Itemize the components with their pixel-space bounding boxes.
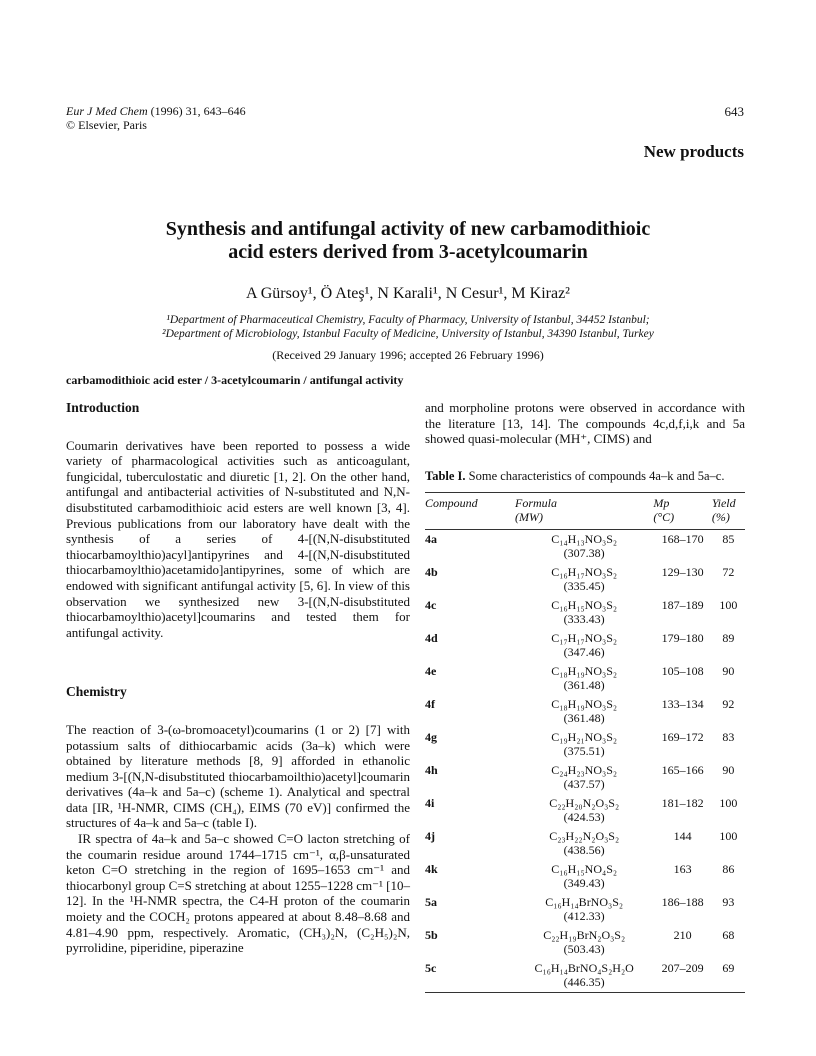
molecular-weight: (375.51) bbox=[563, 743, 605, 758]
cell-yield: 83 bbox=[722, 730, 735, 745]
cell-formula bbox=[515, 728, 653, 761]
right-column-paragraph: and morpholine protons were observed in accordance with the literature [13, 14]. The compounds 4c,d,f,i,k and 5a showed quasi-molecular (MH⁺, CIMS) and bbox=[425, 400, 745, 447]
molecular-weight: (437.57) bbox=[563, 776, 605, 791]
cell-mp: 144 bbox=[673, 829, 692, 844]
affiliation-2: ²Department of Microbiology, Istanbul Faculty of Medicine, University of Istanbul, 34390 Istanbul, Turkey bbox=[162, 328, 654, 340]
cell-compound: 4i bbox=[425, 796, 435, 811]
cell-compound: 4b bbox=[425, 565, 438, 580]
header-mp-sub: (°C) bbox=[653, 510, 675, 525]
cell-yield: 100 bbox=[719, 598, 738, 613]
chemistry-paragraph-2: IR spectra of 4a–k and 5a–c showed C=O lacton stretching of the coumarin residue around 1744–1715 cm⁻¹, α,β-unsaturated keton C=O stretching in the region of 1695–1653 cm⁻¹ and thiocarbonyl group C=S stretching at about 1255–1228 cm⁻¹ [10–12]. In the ¹H-NMR spectra, the C4-H proton of the coumarin moiety and the COCH₂ protons appeared at about 8.48–8.68 and 4.81–4.90 ppm, respectively. Aromatic, (CH₃)₂N, (C₂H₅)₂N, pyrrolidine, piperidine, piperazine bbox=[66, 831, 410, 956]
cell-compound: 4a bbox=[425, 532, 437, 547]
cell-mp: 169–172 bbox=[661, 730, 704, 745]
cell-formula bbox=[515, 629, 653, 662]
cell-mp: 163 bbox=[673, 862, 692, 877]
authors: A Gürsoy¹, Ö Ateş¹, N Karali¹, N Cesur¹, M Kiraz² bbox=[246, 285, 570, 302]
table-row bbox=[425, 662, 745, 695]
formula: C₁₈H₁₉NO₃S₂ bbox=[551, 664, 618, 679]
cell-formula bbox=[515, 596, 653, 629]
cell-compound: 5a bbox=[425, 895, 437, 910]
header-formula-label: Formula bbox=[515, 496, 557, 511]
cell-compound: 5b bbox=[425, 928, 438, 943]
cell-mp: 210 bbox=[673, 928, 692, 943]
header-formula bbox=[515, 493, 653, 530]
cell-formula bbox=[515, 695, 653, 728]
table-row bbox=[425, 893, 745, 926]
section-label: New products bbox=[643, 142, 744, 161]
cell-mp: 168–170 bbox=[661, 532, 704, 547]
molecular-weight: (446.35) bbox=[563, 974, 605, 989]
introduction-heading: Introduction bbox=[66, 400, 140, 415]
cell-formula bbox=[515, 662, 653, 695]
title-line-2: acid esters derived from 3-acetylcoumarin bbox=[228, 241, 588, 263]
table-row bbox=[425, 530, 745, 564]
compounds-table bbox=[425, 492, 745, 993]
header-compound: Compound bbox=[425, 496, 478, 511]
table-row bbox=[425, 728, 745, 761]
cell-yield: 72 bbox=[722, 565, 735, 580]
molecular-weight: (503.43) bbox=[563, 941, 605, 956]
cell-compound: 4d bbox=[425, 631, 438, 646]
publisher: © Elsevier, Paris bbox=[66, 118, 147, 132]
table-row bbox=[425, 629, 745, 662]
molecular-weight: (335.45) bbox=[563, 578, 605, 593]
molecular-weight: (361.48) bbox=[563, 677, 605, 692]
molecular-weight: (349.43) bbox=[563, 875, 605, 890]
formula: C₁₆H₁₄BrNO₄S₂H₂O bbox=[534, 961, 634, 976]
header-yield bbox=[712, 493, 745, 530]
table-row bbox=[425, 794, 745, 827]
cell-mp: 186–188 bbox=[661, 895, 704, 910]
cell-mp: 179–180 bbox=[661, 631, 704, 646]
cell-mp: 165–166 bbox=[661, 763, 704, 778]
cell-mp: 105–108 bbox=[661, 664, 704, 679]
formula: C₁₉H₂₁NO₃S₂ bbox=[551, 730, 618, 745]
cell-mp: 181–182 bbox=[661, 796, 704, 811]
molecular-weight: (333.43) bbox=[563, 611, 605, 626]
affiliation-1: ¹Department of Pharmaceutical Chemistry, Faculty of Pharmacy, University of Istanbul, 34452 Istanbul; bbox=[166, 314, 650, 326]
molecular-weight: (412.33) bbox=[563, 908, 605, 923]
formula: C₂₂H₂₀N₂O₃S₂ bbox=[549, 796, 620, 811]
title-line-1: Synthesis and antifungal activity of new carbamodithioic bbox=[165, 218, 651, 240]
table-row bbox=[425, 761, 745, 794]
cell-compound: 4g bbox=[425, 730, 437, 745]
formula: C₁₆H₁₄BrNO₃S₂ bbox=[545, 895, 624, 910]
table-row bbox=[425, 860, 745, 893]
cell-yield: 86 bbox=[722, 862, 735, 877]
cell-yield: 90 bbox=[722, 763, 735, 778]
citation-details: (1996) 31, 643–646 bbox=[150, 104, 246, 118]
formula: C₁₆H₁₅NO₄S₂ bbox=[551, 862, 618, 877]
header-mp-label: Mp bbox=[653, 496, 670, 511]
cell-yield: 93 bbox=[722, 895, 735, 910]
cell-yield: 100 bbox=[719, 829, 738, 844]
left-column bbox=[66, 400, 410, 956]
cell-formula bbox=[515, 959, 653, 993]
formula: C₁₄H₁₃NO₃S₂ bbox=[551, 532, 618, 547]
molecular-weight: (424.53) bbox=[563, 809, 605, 824]
table-header-row bbox=[425, 493, 745, 530]
affiliations bbox=[0, 313, 816, 341]
cell-formula bbox=[515, 794, 653, 827]
cell-yield: 92 bbox=[722, 697, 735, 712]
table-row bbox=[425, 596, 745, 629]
cell-yield: 69 bbox=[722, 961, 735, 976]
table-row bbox=[425, 695, 745, 728]
article-title bbox=[0, 218, 816, 264]
header-formula-sub: (MW) bbox=[515, 510, 543, 525]
cell-compound: 4k bbox=[425, 862, 438, 877]
cell-yield: 100 bbox=[719, 796, 738, 811]
formula: C₁₈H₁₉NO₃S₂ bbox=[551, 697, 618, 712]
table-row bbox=[425, 959, 745, 993]
cell-compound: 4e bbox=[425, 664, 437, 679]
cell-mp: 187–189 bbox=[661, 598, 704, 613]
journal-name: Eur J Med Chem bbox=[66, 104, 148, 118]
cell-compound: 5c bbox=[425, 961, 437, 976]
table-row bbox=[425, 563, 745, 596]
molecular-weight: (307.38) bbox=[563, 545, 605, 560]
header-yield-sub: (%) bbox=[711, 510, 730, 525]
formula: C₂₄H₂₃NO₃S₂ bbox=[551, 763, 618, 778]
cell-yield: 89 bbox=[722, 631, 735, 646]
formula: C₂₂H₁₉BrN₂O₃S₂ bbox=[543, 928, 626, 943]
page-number: 643 bbox=[724, 104, 744, 119]
right-column bbox=[425, 400, 745, 993]
table-row bbox=[425, 926, 745, 959]
molecular-weight: (438.56) bbox=[563, 842, 605, 857]
table-caption bbox=[425, 469, 745, 485]
cell-compound: 4c bbox=[425, 598, 437, 613]
cell-formula bbox=[515, 530, 653, 564]
chemistry-paragraph-1: The reaction of 3-(ω-bromoacetyl)coumarins (1 or 2) [7] with potassium salts of dithiocarbamic acids (3a–k) which were obtained by literature methods [8, 9] afforded in ethanolic medium 3-[(N,N-disubstituted thiocarbamoilthio)acetyl]coumarin derivatives (4a–k and 5a–c) (scheme 1). Analytical and spectral data [IR, ¹H-NMR, CIMS (CH₄), EIMS (70 eV)] confirmed the structures of 4a–k and 5a–c (table I). bbox=[66, 721, 410, 831]
formula: C₁₆H₁₅NO₃S₂ bbox=[551, 598, 618, 613]
cell-compound: 4h bbox=[425, 763, 438, 778]
cell-yield: 85 bbox=[722, 532, 735, 547]
cell-formula bbox=[515, 827, 653, 860]
cell-mp: 207–209 bbox=[661, 961, 704, 976]
cell-yield: 90 bbox=[722, 664, 735, 679]
cell-formula bbox=[515, 563, 653, 596]
table-caption-label: Table I. bbox=[425, 468, 466, 483]
received-dates: (Received 29 January 1996; accepted 26 February 1996) bbox=[272, 348, 544, 362]
header-yield-label: Yield bbox=[711, 496, 736, 511]
cell-mp: 129–130 bbox=[661, 565, 704, 580]
formula: C₁₆H₁₇NO₃S₂ bbox=[551, 565, 618, 580]
header-mp bbox=[653, 493, 712, 530]
chemistry-heading: Chemistry bbox=[66, 684, 127, 700]
keywords: carbamodithioic acid ester / 3-acetylcoumarin / antifungal activity bbox=[66, 373, 404, 387]
molecular-weight: (361.48) bbox=[563, 710, 605, 725]
cell-yield: 68 bbox=[722, 928, 735, 943]
cell-formula bbox=[515, 761, 653, 794]
cell-compound: 4j bbox=[425, 829, 435, 844]
molecular-weight: (347.46) bbox=[563, 644, 605, 659]
journal-citation bbox=[66, 104, 246, 132]
introduction-paragraph: Coumarin derivatives have been reported to possess a wide variety of pharmacological activities such as anticoagulant, fungicidal, tuberculostatic and diuretic [1, 2]. On the other hand, antifungal and antibacterial activities of N-substituted and N,N-disubstituted carbamodithioic acid esters are well known [3, 4]. Previous publications from our laboratory have dealt with the synthesis of a series of 4-[(N,N-disubstituted thiocarbamoylthio)acyl]antipyrines and 4-[(N,N-disubstituted thiocarbamoylthio)acetamido]antipyrines, some of which are endowed with significant antifungal activity [5, 6]. In view of this observation we synthesized new 3-[(N,N-disubstituted thiocarbamoylthio)acetyl]coumarins and tested them for antifungal activity. bbox=[66, 437, 410, 640]
table-caption-text: Some characteristics of compounds 4a–k and 5a–c. bbox=[465, 468, 725, 483]
cell-formula bbox=[515, 860, 653, 893]
cell-mp: 133–134 bbox=[661, 697, 704, 712]
cell-compound: 4f bbox=[425, 697, 435, 712]
cell-formula bbox=[515, 893, 653, 926]
formula: C₂₃H₂₂N₂O₃S₂ bbox=[549, 829, 620, 844]
cell-formula bbox=[515, 926, 653, 959]
formula: C₁₇H₁₇NO₃S₂ bbox=[551, 631, 618, 646]
table-row bbox=[425, 827, 745, 860]
